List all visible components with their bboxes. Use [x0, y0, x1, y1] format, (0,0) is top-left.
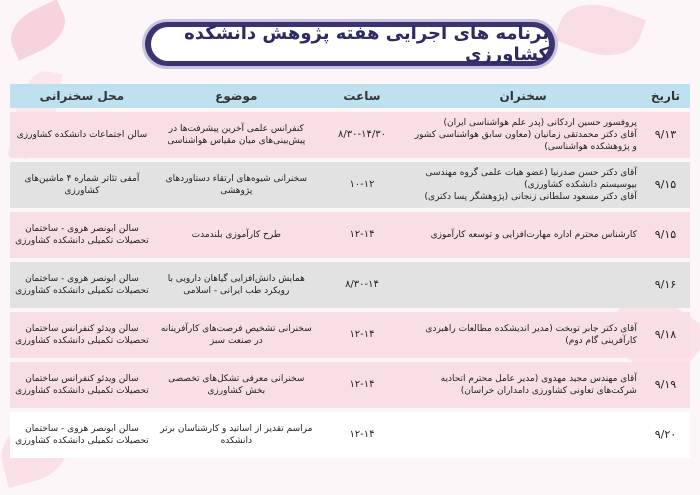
cell-date: ۹/۱۵ [641, 162, 690, 208]
page-title: برنامه های اجرایی هفته پژوهش دانشکده کشاورزی [151, 27, 549, 61]
table-header-row [10, 84, 690, 108]
cell-location: سالن ویدئو کنفرانس ساختمان تحصیلات تکمیلی دانشکده کشاورزی [10, 312, 154, 358]
cell-time: ۸/۳۰-۱۴/۳۰ [319, 112, 406, 158]
cell-speakers: پروفسور حسین اردکانی (پدر علم هواشناسی ایران) آقای دکتر محمدتقی زمانیان (معاون سابق هواشناسی کشور و پژوهشکده هواشناسی) [405, 112, 641, 158]
cell-topic: همایش دانش‌افزایی گیاهان دارویی با رویکرد طب ایرانی - اسلامی [154, 262, 319, 308]
cell-speakers [405, 412, 641, 458]
cell-speakers [405, 262, 641, 308]
cell-time: ۱۲-۱۴ [319, 312, 406, 358]
table-row [10, 312, 690, 358]
cell-time: ۱۲-۱۴ [319, 212, 406, 258]
cell-speakers: آقای مهندس مجید مهدوی (مدیر عامل محترم اتحادیه شرکت‌های تعاونی کشاورزی دامداران خراسان) [405, 362, 641, 408]
cell-topic: سخنرانی تشخیص فرصت‌های کارآفرینانه در صنعت سبز [154, 312, 319, 358]
cell-date: ۹/۱۶ [641, 262, 690, 308]
cell-time: ۱۰-۱۲ [319, 162, 406, 208]
cell-location: سالن ویدئو کنفرانس ساختمان تحصیلات تکمیلی دانشکده کشاورزی [10, 362, 154, 408]
header-speakers: سخنران [405, 84, 641, 108]
cell-location: آمفی تئاتر شماره ۴ ماشین‌های کشاورزی [10, 162, 154, 208]
header-topic: موضوع [154, 84, 319, 108]
cell-speakers: کارشناس محترم اداره مهارت‌افزایی و توسعه کارآموزی [405, 212, 641, 258]
table-row [10, 212, 690, 258]
cell-topic: سخنرانی معرفی تشکل‌های تخصصی بخش کشاورزی [154, 362, 319, 408]
title-banner [145, 22, 555, 66]
cell-time: ۱۲-۱۴ [319, 412, 406, 458]
table-row [10, 412, 690, 458]
cell-date: ۹/۲۰ [641, 412, 690, 458]
cell-topic: طرح کارآموزی بلندمدت [154, 212, 319, 258]
cell-date: ۹/۱۳ [641, 112, 690, 158]
cell-topic: مراسم تقدیر از اساتید و کارشناسان برتر دانشکده [154, 412, 319, 458]
cell-date: ۹/۱۵ [641, 212, 690, 258]
cell-date: ۹/۱۸ [641, 312, 690, 358]
cell-speakers: آقای دکتر جابر توبخت (مدیر اندیشکده مطالعات راهبردی کارآفرینی گام دوم) [405, 312, 641, 358]
table-row [10, 262, 690, 308]
schedule-table [10, 80, 690, 462]
header-time: ساعت [319, 84, 406, 108]
cell-date: ۹/۱۹ [641, 362, 690, 408]
header-date: تاریخ [641, 84, 690, 108]
table-row [10, 162, 690, 208]
cell-time: ۱۲-۱۴ [319, 362, 406, 408]
cell-location: سالن ابونصر هروی - ساختمان تحصیلات تکمیلی دانشکده کشاورزی [10, 262, 154, 308]
decorative-petal [2, 0, 73, 61]
cell-location: سالن ابونصر هروی - ساختمان تحصیلات تکمیلی دانشکده کشاورزی [10, 412, 154, 458]
decorative-petal [554, 0, 646, 67]
cell-location: سالن ابونصر هروی - ساختمان تحصیلات تکمیلی دانشکده کشاورزی [10, 212, 154, 258]
table-row [10, 362, 690, 408]
cell-time: ۸/۳۰-۱۴ [319, 262, 406, 308]
table-row [10, 112, 690, 158]
cell-location: سالن اجتماعات دانشکده کشاورزی [10, 112, 154, 158]
header-location: محل سخنرانی [10, 84, 154, 108]
cell-topic: کنفرانس علمی آخرین پیشرفت‌ها در پیش‌بینی‌های میان مقیاس هواشناسی [154, 112, 319, 158]
cell-speakers: آقای دکتر حسن صدرنیا (عضو هیات علمی گروه مهندسی بیوسیستم دانشکده کشاورزی) آقای دکتر مسعود سلطانی زنجانی (پژوهشگر پسا دکتری) [405, 162, 641, 208]
cell-topic: سخنرانی شیوه‌های ارتقاء دستاوردهای پژوهشی [154, 162, 319, 208]
